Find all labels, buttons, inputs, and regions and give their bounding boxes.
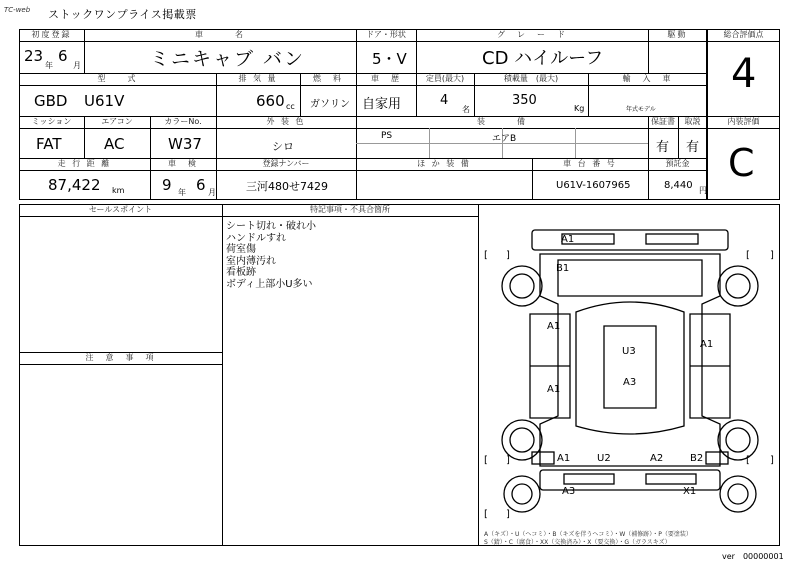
- special-notes-list: [226, 221, 316, 290]
- inspection-year: 9: [162, 176, 172, 194]
- reg-year: 23: [24, 47, 44, 65]
- mission-value: FAT: [36, 135, 62, 153]
- header-grade: グ レ ー ド: [497, 30, 567, 39]
- tc-web-logo: TC-web: [4, 6, 31, 14]
- header-exterior-color: 外 装 色: [266, 117, 306, 126]
- bracket-close: ]: [770, 250, 774, 261]
- header-other-equipment: ほ か 装 備: [417, 159, 471, 168]
- reg-year-unit: 年: [45, 61, 53, 70]
- header-inspection: 車 検: [168, 159, 198, 168]
- model-prefix-value: GBD: [34, 92, 68, 110]
- mark-roof-front: U3: [622, 346, 636, 357]
- special-note: 室内薄汚れ: [226, 255, 276, 267]
- special-note: ハンドルすれ: [226, 232, 286, 244]
- mark-rear-center-left: U2: [597, 453, 611, 464]
- mileage-value: 87,422: [48, 176, 101, 194]
- fuel-value: ガソリン: [310, 99, 350, 110]
- header-special-notes: 特記事項・不具合箇所: [310, 205, 390, 214]
- header-overall-rating: 総合評価点: [723, 30, 764, 39]
- overall-rating-value: 4: [731, 51, 757, 97]
- warranty-value: 有: [656, 140, 670, 155]
- header-displacement: 排 気 量: [238, 74, 278, 83]
- aircon-value: AC: [104, 135, 125, 153]
- reg-month: 6: [58, 47, 68, 65]
- special-note: 荷室傷: [226, 244, 256, 255]
- mark-roof-rear: A3: [623, 377, 637, 388]
- upper-table: [19, 29, 707, 200]
- special-note: シート切れ・破れ小: [226, 221, 316, 232]
- header-model: 型 式: [97, 74, 138, 83]
- mark-right-side: A1: [700, 339, 714, 350]
- chassis-value: U61V-1607965: [556, 180, 631, 191]
- mark-left-front-upper: B1: [556, 263, 570, 274]
- header-warranty: 保証書: [651, 117, 675, 126]
- version-label: ver 00000001: [722, 552, 784, 561]
- header-cautions: 注 意 事 項: [85, 353, 156, 362]
- header-capacity: 定員(最大): [425, 74, 465, 83]
- header-equipment: 装 備: [477, 117, 527, 126]
- bracket-open: [: [746, 250, 750, 261]
- deposit-unit: 円: [699, 186, 707, 195]
- mark-rear-left: A1: [557, 453, 571, 464]
- bracket-close: ]: [506, 250, 510, 261]
- load-value: 350: [512, 93, 537, 108]
- mark-rear-center-right: A2: [650, 453, 664, 464]
- capacity-unit: 名: [462, 105, 470, 114]
- reg-month-unit: 月: [73, 61, 81, 70]
- header-chassis-no: 車 台 番 号: [563, 159, 617, 168]
- mark-front-top: A1: [561, 234, 575, 245]
- bracket-close: ]: [770, 455, 774, 466]
- mark-bottom-left: A3: [562, 486, 576, 497]
- mark-left-rear-door: A1: [547, 384, 561, 395]
- header-load-capacity: 積載量 (最大): [503, 74, 559, 83]
- damage-legend-line1: A（キズ）・U（ヘコミ）・B（キズを伴うヘコミ）・W（補修跡）・P（要塗装）: [484, 531, 692, 538]
- header-manual: 取説: [684, 117, 701, 126]
- equipment-ps: PS: [381, 131, 393, 141]
- model-value: U61V: [84, 92, 125, 110]
- damage-legend-line2: S（錆）・C（腐食）・XX（交換済み）・X（要交換）・G（ガラスキズ）: [484, 539, 671, 546]
- header-door-shape: ドア・形状: [366, 30, 406, 39]
- capacity-value: 4: [440, 93, 449, 108]
- interior-rating-value: C: [728, 141, 755, 185]
- header-history: 車 歴: [371, 74, 401, 83]
- mark-left-front-door: A1: [547, 321, 561, 332]
- header-first-registration: 初度登録: [31, 30, 72, 39]
- bracket-open: [: [746, 455, 750, 466]
- history-value: 自家用: [362, 97, 402, 112]
- import-year-label: 年式モデル: [626, 106, 656, 113]
- color-no-value: W37: [168, 135, 202, 153]
- mark-bottom-right: X1: [683, 486, 697, 497]
- header-mission: ミッション: [31, 117, 72, 126]
- car-damage-diagram: [478, 204, 780, 546]
- car-name-value: ミニキャブ バン: [150, 48, 306, 70]
- bracket-open: [: [484, 455, 488, 466]
- bracket-open: [: [484, 509, 488, 520]
- header-mileage: 走 行 距 離: [57, 159, 112, 168]
- equipment-airbag: エアB: [492, 134, 517, 144]
- displacement-value: 660: [256, 92, 285, 110]
- header-fuel: 燃 料: [313, 74, 343, 83]
- bracket-open: [: [484, 250, 488, 261]
- special-note: ボディ上部小U多い: [226, 278, 313, 290]
- header-interior-rating: 内装評価: [727, 117, 760, 126]
- mileage-unit: km: [112, 186, 125, 195]
- bracket-close: ]: [506, 509, 510, 520]
- header-plate: 登録ナンバー: [262, 159, 310, 168]
- header-sales-point: セールスポイント: [88, 205, 153, 214]
- header-car-name: 車 名: [195, 30, 245, 39]
- header-aircon: エアコン: [101, 117, 133, 126]
- header-deposit: 預託金: [665, 159, 690, 168]
- header-import: 輸 入 車: [622, 74, 673, 83]
- header-drive: 駆動: [667, 30, 688, 39]
- door-value: 5・V: [372, 50, 407, 68]
- special-note: 看板跡: [226, 267, 256, 278]
- inspection-year-unit: 年: [178, 188, 186, 197]
- plate-value: 三河480せ7429: [246, 180, 328, 193]
- form-title: ストックワンプライス掲載票: [48, 8, 197, 21]
- manual-value: 有: [686, 140, 700, 155]
- load-unit: Kg: [574, 104, 585, 113]
- bracket-close: ]: [506, 455, 510, 466]
- inspection-month-unit: 月: [208, 188, 216, 197]
- grade-value: CD ハイルーフ: [482, 48, 604, 69]
- displacement-unit: cc: [286, 102, 295, 111]
- mark-rear-right: B2: [690, 453, 704, 464]
- deposit-value: 8,440: [664, 180, 693, 191]
- header-color-no: カラーNo.: [164, 117, 202, 126]
- color-value: シロ: [272, 140, 294, 153]
- inspection-month: 6: [196, 176, 206, 194]
